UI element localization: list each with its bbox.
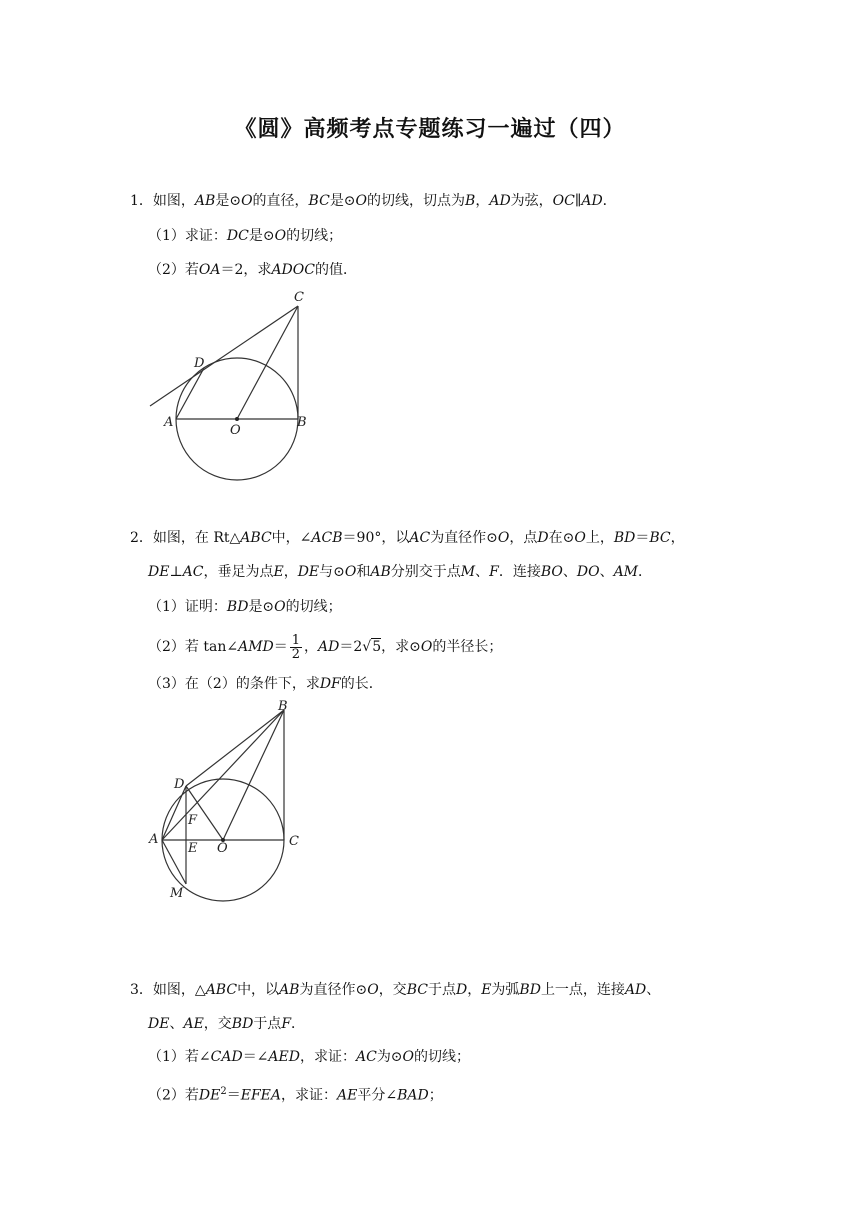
q3-math: AB xyxy=(279,982,300,998)
q3-text: 于点 xyxy=(427,982,456,998)
q3-math: E xyxy=(481,982,492,998)
q3-text: 、 xyxy=(169,1016,184,1032)
q1-p2-math: ADOC xyxy=(271,262,315,278)
q2-math: BC xyxy=(649,530,671,546)
q1-stem xyxy=(130,191,617,211)
q3-stem-line-1 xyxy=(130,980,660,1000)
q1-part-1 xyxy=(148,226,342,246)
q1-label-c: C xyxy=(294,290,304,305)
q1-label-a: A xyxy=(164,415,174,430)
q2-p1-text: 是⊙ xyxy=(248,599,275,615)
q3-stem-line-2 xyxy=(148,1014,305,1034)
q2-text: 在⊙ xyxy=(548,530,575,546)
q2-text: 和 xyxy=(356,564,371,580)
q2-p2-text: ＝2 xyxy=(339,639,363,655)
q2-text: ， xyxy=(283,564,298,580)
q2-p3-math: DF xyxy=(319,676,341,692)
q1-stem-text: 是⊙ xyxy=(215,193,242,209)
q3-p2-superscript: 2 xyxy=(220,1086,227,1097)
q1-chord-ad xyxy=(176,368,204,419)
q2-math: AC xyxy=(182,564,204,580)
q2-math: D xyxy=(537,530,549,546)
q1-p1-text: （1）求证： xyxy=(148,228,227,244)
q3-p1-text: 的切线； xyxy=(414,1049,471,1065)
q3-p1-math: CAD xyxy=(210,1049,243,1065)
q1-tangent-dc xyxy=(150,306,298,406)
q2-p2-text: ， xyxy=(304,639,319,655)
q3-p2-text: ； xyxy=(428,1087,443,1104)
fraction-one-half xyxy=(290,634,302,661)
q3-p2-text: ，求证： xyxy=(281,1087,338,1104)
q1-math: AB xyxy=(194,193,216,209)
q1-math: BC xyxy=(308,193,330,209)
q1-p1-math: O xyxy=(274,228,287,244)
q2-math: AM xyxy=(613,564,639,580)
page-title: 《圆》高频考点专题练习一遍过（四） xyxy=(234,116,626,142)
q1-stem-text: 是⊙ xyxy=(329,193,356,209)
q3-math: BD xyxy=(231,1016,254,1032)
q3-p2-text: 平分∠ xyxy=(357,1087,398,1104)
q2-p1-text: （1）证明： xyxy=(148,599,227,615)
q3-math: BC xyxy=(406,982,428,998)
q2-p3-text: 的长． xyxy=(340,676,383,692)
q2-p3-text: （3）在（2）的条件下，求 xyxy=(148,676,320,692)
q3-text: 为弧 xyxy=(491,982,520,998)
q3-p1-text: ，求证： xyxy=(299,1049,356,1065)
q2-text: 、 xyxy=(562,564,577,580)
q2-math: BO xyxy=(540,564,563,580)
q2-segment-ab xyxy=(162,710,284,840)
q2-p2-math: AD xyxy=(318,639,340,655)
q3-math: ABC xyxy=(205,982,238,998)
q1-p2-text: （2）若 xyxy=(148,262,199,278)
q2-stem-line-2 xyxy=(148,562,652,582)
q2-p1-math: BD xyxy=(226,599,249,615)
q2-text: ．连接 xyxy=(498,564,541,580)
q3-math: O xyxy=(367,982,379,998)
q2-p1-math: O xyxy=(274,599,286,615)
q1-stem-text: ， xyxy=(475,193,490,209)
q2-text: 为直径作⊙ xyxy=(430,530,498,546)
q2-math: O xyxy=(574,530,586,546)
q1-stem-text: 为弦， xyxy=(510,193,553,209)
q2-math: DO xyxy=(576,564,600,580)
q2-math: O xyxy=(497,530,510,546)
q2-text: ＝ xyxy=(635,530,650,546)
q1-math: AD xyxy=(489,193,511,209)
q3-p1-text: ＝∠ xyxy=(242,1049,269,1065)
q2-label-a: A xyxy=(149,832,159,847)
q3-p1-text: （1）若∠ xyxy=(148,1049,211,1065)
q2-label-o: O xyxy=(217,841,228,856)
q2-label-f: F xyxy=(188,813,198,828)
q2-label-m: M xyxy=(170,886,184,901)
q2-math: ACB xyxy=(311,530,343,546)
q1-stem-text: 的直径， xyxy=(252,193,309,209)
q1-label-d: D xyxy=(194,356,205,371)
q3-part-2 xyxy=(148,1082,443,1106)
fraction-numerator: 1 xyxy=(291,632,301,648)
q3-text: 中，以 xyxy=(237,982,280,998)
q2-text: 分别交于点 xyxy=(390,564,461,580)
q3-text: ，交 xyxy=(378,982,407,998)
q1-stem-text: 1．如图， xyxy=(130,193,195,209)
q1-math: OC∥AD xyxy=(552,193,603,209)
q1-label-o: O xyxy=(230,423,241,438)
q1-math: O xyxy=(355,193,368,209)
q3-p2-math: BAD xyxy=(397,1087,429,1104)
q1-p1-math: DC xyxy=(226,228,249,244)
q3-math: AD xyxy=(624,982,647,998)
q1-p2-text: ＝2，求 xyxy=(220,262,272,278)
q3-p2-math: EFEA xyxy=(240,1087,282,1104)
q3-p2-math: AE xyxy=(337,1087,358,1104)
q3-p2-math: DE xyxy=(198,1087,221,1104)
q2-text: 中，∠ xyxy=(271,530,312,546)
q1-segment-oc xyxy=(237,306,298,419)
q2-text: 、 xyxy=(475,564,490,580)
q2-math: F xyxy=(489,564,499,580)
q3-p1-math: AC xyxy=(355,1049,377,1065)
q1-math: O xyxy=(241,193,253,209)
q2-text: ， xyxy=(670,530,685,546)
q3-p1-math: AED xyxy=(268,1049,300,1065)
q2-text: 与⊙ xyxy=(319,564,345,580)
q3-text: 3．如图，△ xyxy=(130,982,206,998)
q2-p2-text: ＝ xyxy=(273,639,288,655)
q1-p1-text: 是⊙ xyxy=(248,228,275,244)
q2-text: ＝90°，以 xyxy=(342,530,410,546)
q2-text: ⊥ xyxy=(169,564,183,580)
q2-text: 、 xyxy=(599,564,614,580)
q2-p2-text: （2）若 tan∠ xyxy=(148,639,239,655)
q2-text: ，垂足为点 xyxy=(203,564,274,580)
q2-text: 2．如图，在 Rt△ xyxy=(130,530,241,546)
q2-part-1 xyxy=(148,597,342,617)
q3-text: ． xyxy=(291,1016,306,1032)
q2-p1-text: 的切线； xyxy=(285,599,342,615)
sqrt-icon: √ xyxy=(362,639,372,655)
q1-center-dot xyxy=(235,417,239,421)
sqrt-radicand: 5 xyxy=(372,639,382,655)
q2-figure xyxy=(140,700,330,910)
q1-p2-math: OA xyxy=(198,262,221,278)
q1-label-b: B xyxy=(297,415,307,430)
q1-part-2 xyxy=(148,260,357,280)
q1-stem-text: 的切线，切点为 xyxy=(367,193,466,209)
q3-text: 上一点，连接 xyxy=(540,982,625,998)
q2-math: O xyxy=(344,564,357,580)
q3-text: ， xyxy=(467,982,482,998)
q2-text: 上， xyxy=(585,530,614,546)
q3-part-1 xyxy=(148,1047,470,1067)
q1-stem-text: ． xyxy=(602,193,617,209)
q3-text: 为直径作⊙ xyxy=(299,982,368,998)
q1-p2-text: 的值． xyxy=(314,262,357,278)
q2-math: DE xyxy=(297,564,320,580)
q3-text: ，交 xyxy=(203,1016,232,1032)
q3-p1-text: 为⊙ xyxy=(376,1049,403,1065)
q2-math: AB xyxy=(370,564,391,580)
q2-p2-text: ，求⊙ xyxy=(381,639,421,655)
q2-p2-math: AMD xyxy=(238,639,274,655)
q3-text: 于点 xyxy=(253,1016,282,1032)
q2-part-2 xyxy=(148,632,502,662)
q2-label-c: C xyxy=(289,834,299,849)
q2-math: M xyxy=(460,564,476,580)
q2-tangent-bd xyxy=(186,710,284,786)
q2-part-3 xyxy=(148,674,383,694)
q3-math: AE xyxy=(183,1016,204,1032)
q2-segment-bo xyxy=(223,710,284,840)
q3-math: D xyxy=(455,982,468,998)
q3-p2-text: ＝ xyxy=(226,1087,241,1104)
q3-math: BD xyxy=(519,982,541,998)
q2-math: DE xyxy=(148,564,170,580)
q3-math: F xyxy=(281,1016,292,1032)
q2-text: ． xyxy=(638,564,653,580)
q2-segment-ad xyxy=(162,786,186,840)
q2-math: ABC xyxy=(240,530,272,546)
q3-text: 、 xyxy=(646,982,661,998)
q2-text: ，点 xyxy=(509,530,538,546)
fraction-denominator: 2 xyxy=(291,646,301,662)
q2-math: AC xyxy=(409,530,431,546)
q2-stem-line-1 xyxy=(130,528,685,548)
q2-p2-math: O xyxy=(420,639,433,655)
q2-label-e: E xyxy=(188,841,198,856)
q1-p1-text: 的切线； xyxy=(286,228,343,244)
q1-figure xyxy=(140,285,340,485)
q2-math: BD xyxy=(613,530,636,546)
q1-math: B xyxy=(465,193,476,209)
q2-label-b: B xyxy=(278,699,288,714)
q2-label-d: D xyxy=(174,777,185,792)
q3-math: DE xyxy=(148,1016,170,1032)
q3-p2-text: （2）若 xyxy=(148,1087,199,1104)
q2-p2-text: 的半径长； xyxy=(432,639,503,655)
q2-math: E xyxy=(273,564,284,580)
q3-p1-math: O xyxy=(402,1049,415,1065)
